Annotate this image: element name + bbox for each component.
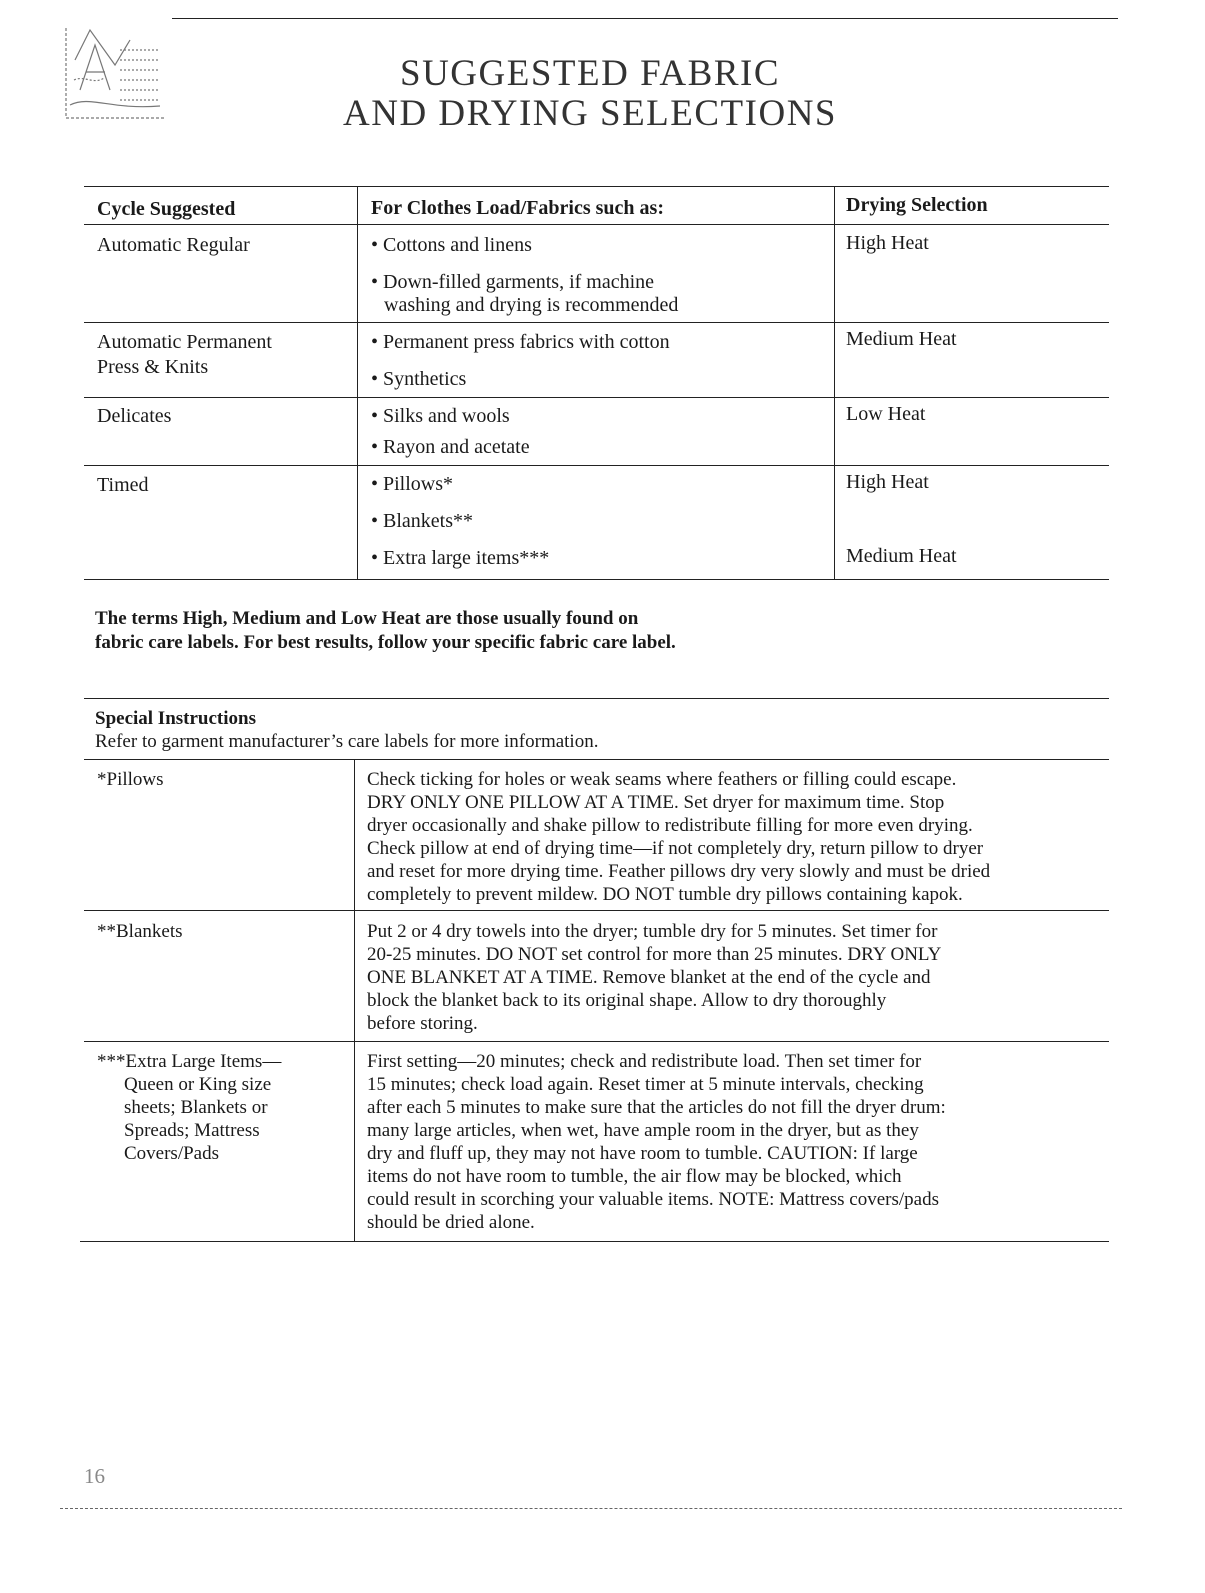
cycle-automatic-permanent-continued: Press & Knits [97,356,209,378]
pillows-instructions-line: DRY ONLY ONE PILLOW AT A TIME. Set dryer for maximum time. Stop [367,792,945,813]
drying-selection: High Heat [846,232,929,254]
table-row-rule [84,397,1109,398]
blankets-instructions-line: ONE BLANKET AT A TIME. Remove blanket at the end of the cycle and [367,967,931,988]
special-label-extra-large-items-continued: Covers/Pads [124,1143,219,1164]
pillows-instructions-line: completely to prevent mildew. DO NOT tumble dry pillows containing kapok. [367,884,963,905]
pillows-instructions-line: Check pillow at end of drying time—if not completely dry, return pillow to dryer [367,838,984,859]
drying-selection: Low Heat [846,403,926,425]
fabric-item: • Blankets** [371,510,473,532]
page-title-line-2: AND DRYING SELECTIONS [343,93,837,134]
special-section-top-rule [84,698,1109,699]
blankets-instructions-line: Put 2 or 4 dry towels into the dryer; tumble dry for 5 minutes. Set timer for [367,921,938,942]
cycle-automatic-permanent: Automatic Permanent [97,331,272,353]
extra-large-instructions-line: many large articles, when wet, have ample room in the dryer, but as they [367,1120,919,1141]
fabric-item: • Rayon and acetate [371,436,530,458]
special-label-blankets: **Blankets [97,921,183,942]
fabric-item: • Down-filled garments, if machine [371,271,655,293]
table-top-rule [84,186,1109,187]
special-instructions-subtitle: Refer to garment manufacturer’s care labels for more information. [95,731,599,752]
fabric-item-continued: washing and drying is recommended [384,294,679,316]
special-table-row-rule [84,910,1109,911]
special-table-top-rule [84,759,1109,760]
column-header-cycle: Cycle Suggested [97,198,236,220]
special-label-extra-large-items-continued: Queen or King size [124,1074,272,1095]
table-row-rule [84,465,1109,466]
blankets-instructions-line: 20-25 minutes. DO NOT set control for more than 25 minutes. DRY ONLY [367,944,942,965]
pillows-instructions-line: and reset for more drying time. Feather pillows dry very slowly and must be dried [367,861,991,882]
bottom-rule [60,1508,1122,1509]
special-label-extra-large-items-continued: sheets; Blankets or [124,1097,268,1118]
special-instructions-title: Special Instructions [95,708,256,729]
fabric-item: • Extra large items*** [371,547,550,569]
extra-large-instructions-line: 15 minutes; check load again. Reset timer at 5 minute intervals, checking [367,1074,924,1095]
special-table-column-divider [354,759,355,1241]
pillows-instructions-line: Check ticking for holes or weak seams where feathers or filling could escape. [367,769,957,790]
special-label-extra-large-items: ***Extra Large Items— [97,1051,282,1072]
extra-large-instructions-line: dry and fluff up, they may not have room to tumble. CAUTION: If large [367,1143,918,1164]
column-header-drying: Drying Selection [846,194,988,216]
special-table-row-rule [84,1041,1109,1042]
special-label-extra-large-items-continued: Spreads; Mattress [124,1120,260,1141]
drying-selection: High Heat [846,471,929,493]
heat-terms-note: The terms High, Medium and Low Heat are those usually found on [95,608,639,629]
pillows-instructions-line: dryer occasionally and shake pillow to redistribute filling for more even drying. [367,815,973,836]
fabric-item: • Silks and wools [371,405,510,427]
blankets-instructions-line: block the blanket back to its original shape. Allow to dry thoroughly [367,990,887,1011]
fabric-item: • Permanent press fabrics with cotton [371,331,670,353]
column-header-fabrics: For Clothes Load/Fabrics such as: [371,197,664,219]
extra-large-instructions-line: items do not have room to tumble, the air flow may be blocked, which [367,1166,902,1187]
extra-large-instructions-line: after each 5 minutes to make sure that the articles do not fill the dryer drum: [367,1097,946,1118]
page-number: 16 [84,1464,105,1488]
table-header-rule [84,224,1109,225]
extra-large-instructions-line: First setting—20 minutes; check and redistribute load. Then set timer for [367,1051,922,1072]
page-title-line-1: SUGGESTED FABRIC [400,53,780,94]
heat-terms-note-continued: fabric care labels. For best results, follow your specific fabric care label. [95,632,676,653]
fabric-item: • Cottons and linens [371,234,532,256]
special-table-bottom-rule [80,1241,1109,1242]
cycle-delicates: Delicates [97,405,172,427]
extra-large-instructions-line: should be dried alone. [367,1212,535,1233]
table-bottom-rule [84,579,1109,580]
fabric-item: • Synthetics [371,368,467,390]
cycle-automatic-regular: Automatic Regular [97,234,250,256]
special-label-pillows: *Pillows [97,769,164,790]
fabric-item: • Pillows* [371,473,454,495]
drying-selection: Medium Heat [846,545,957,567]
table-column-divider [357,186,358,579]
blankets-instructions-line: before storing. [367,1013,478,1034]
extra-large-instructions-line: could result in scorching your valuable items. NOTE: Mattress covers/pads [367,1189,939,1210]
top-rule [172,18,1118,19]
table-row-rule [84,322,1109,323]
table-column-divider [834,186,835,579]
cycle-timed: Timed [97,474,149,496]
drying-selection: Medium Heat [846,328,957,350]
